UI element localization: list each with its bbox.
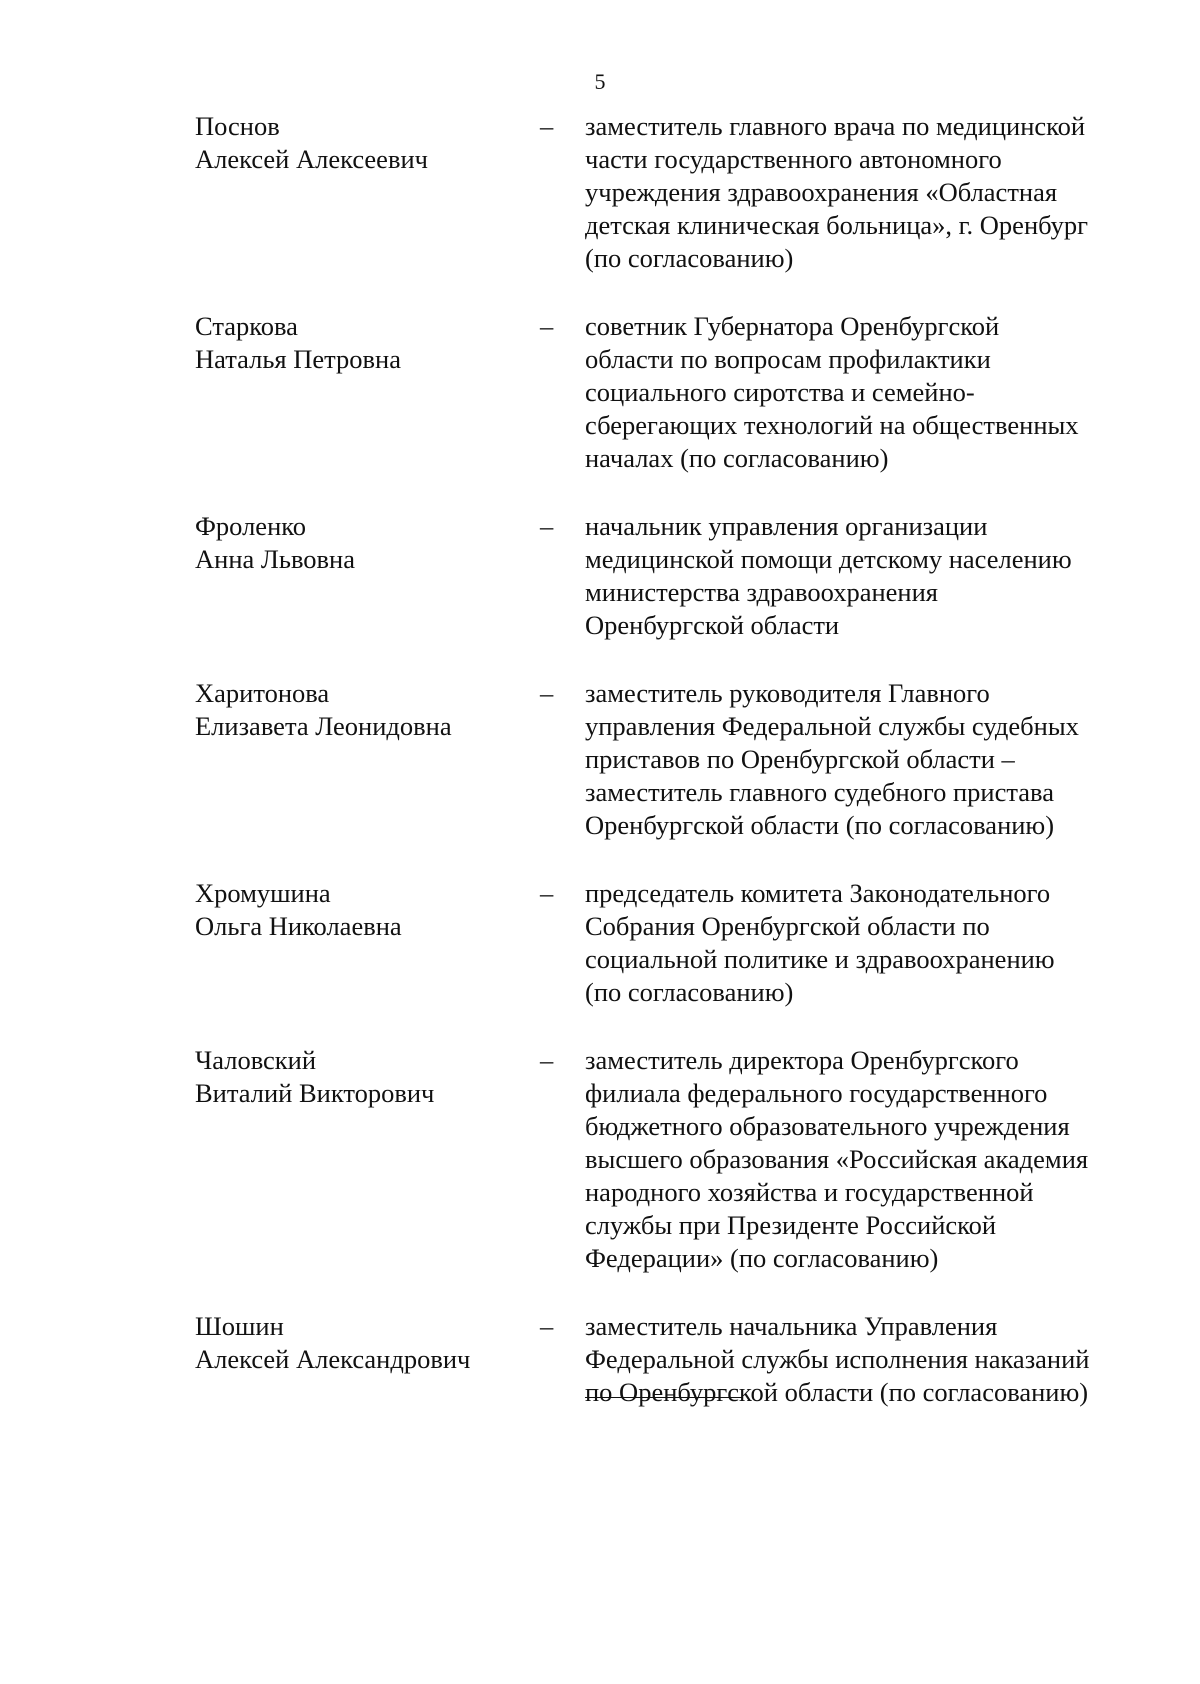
position-line: министерства здравоохранения: [585, 577, 938, 607]
member-given-name: Виталий Викторович: [195, 1078, 435, 1108]
member-position: [585, 1310, 1145, 1409]
position-line: Оренбургской области: [585, 610, 840, 640]
position-line: высшего образования «Российская академия: [585, 1144, 1089, 1174]
position-line: управления Федеральной службы судебных: [585, 711, 1079, 741]
member-surname: Фроленко: [195, 511, 307, 541]
member-surname: Старкова: [195, 311, 298, 341]
member-position: [585, 310, 1145, 475]
member-name: [195, 677, 515, 743]
position-line: учреждения здравоохранения «Областная: [585, 177, 1058, 207]
position-line: Собрания Оренбургской области по: [585, 911, 990, 941]
member-surname: Хромушина: [195, 878, 331, 908]
member-given-name: Наталья Петровна: [195, 344, 401, 374]
member-name: [195, 1310, 515, 1376]
member-name: [195, 1044, 515, 1110]
member-given-name: Алексей Алексеевич: [195, 144, 428, 174]
member-position: [585, 110, 1145, 275]
member-name: [195, 510, 515, 576]
member-position: [585, 877, 1145, 1009]
member-entry: [0, 110, 1200, 310]
dash-separator: –: [540, 511, 554, 541]
position-line: Оренбургской области (по согласованию): [585, 810, 1055, 840]
position-line: части государственного автономного: [585, 144, 1002, 174]
member-entry: [0, 310, 1200, 510]
position-line: по Оренбургской области (по согласованию): [585, 1377, 1089, 1407]
member-given-name: Алексей Александрович: [195, 1344, 471, 1374]
position-line: (по согласованию): [585, 977, 794, 1007]
member-name: [195, 877, 515, 943]
member-name: [195, 310, 515, 376]
dash-separator: –: [540, 1045, 554, 1075]
member-list: [0, 110, 1200, 1444]
member-position: [585, 510, 1145, 642]
position-line: началах (по согласованию): [585, 443, 889, 473]
position-line: сберегающих технологий на общественных: [585, 410, 1079, 440]
position-line: медицинской помощи детскому населению: [585, 544, 1072, 574]
member-entry: [0, 1044, 1200, 1310]
position-line: детская клиническая больница», г. Оренбург: [585, 210, 1088, 240]
position-line: председатель комитета Законодательного: [585, 878, 1051, 908]
end-of-list-rule: [585, 1397, 742, 1398]
dash-separator: –: [540, 1311, 554, 1341]
member-surname: Харитонова: [195, 678, 330, 708]
member-entry: [0, 877, 1200, 1044]
member-given-name: Анна Львовна: [195, 544, 355, 574]
dash-separator: –: [540, 878, 554, 908]
member-surname: Чаловский: [195, 1045, 317, 1075]
position-line: заместитель директора Оренбургского: [585, 1045, 1019, 1075]
position-line: Федеральной службы исполнения наказаний: [585, 1344, 1090, 1374]
dash-separator: –: [540, 311, 554, 341]
position-line: заместитель руководителя Главного: [585, 678, 990, 708]
position-line: филиала федерального государственного: [585, 1078, 1048, 1108]
position-line: Федерации» (по согласованию): [585, 1243, 939, 1273]
position-line: (по согласованию): [585, 243, 794, 273]
position-line: социального сиротства и семейно-: [585, 377, 975, 407]
member-given-name: Елизавета Леонидовна: [195, 711, 452, 741]
position-line: народного хозяйства и государственной: [585, 1177, 1034, 1207]
member-entry: [0, 677, 1200, 877]
member-given-name: Ольга Николаевна: [195, 911, 402, 941]
position-line: бюджетного образовательного учреждения: [585, 1111, 1070, 1141]
member-entry: [0, 510, 1200, 677]
member-entry: [0, 1310, 1200, 1444]
member-surname: Шошин: [195, 1311, 284, 1341]
member-surname: Поснов: [195, 111, 280, 141]
member-position: [585, 1044, 1145, 1275]
position-line: приставов по Оренбургской области –: [585, 744, 1015, 774]
position-line: заместитель главного врача по медицинской: [585, 111, 1086, 141]
position-line: начальник управления организации: [585, 511, 988, 541]
dash-separator: –: [540, 111, 554, 141]
position-line: области по вопросам профилактики: [585, 344, 991, 374]
position-line: социальной политике и здравоохранению: [585, 944, 1055, 974]
member-position: [585, 677, 1145, 842]
position-line: службы при Президенте Российской: [585, 1210, 997, 1240]
page-number: 5: [594, 69, 606, 94]
dash-separator: –: [540, 678, 554, 708]
position-line: советник Губернатора Оренбургской: [585, 311, 1000, 341]
position-line: заместитель начальника Управления: [585, 1311, 998, 1341]
member-name: [195, 110, 515, 176]
position-line: заместитель главного судебного пристава: [585, 777, 1054, 807]
